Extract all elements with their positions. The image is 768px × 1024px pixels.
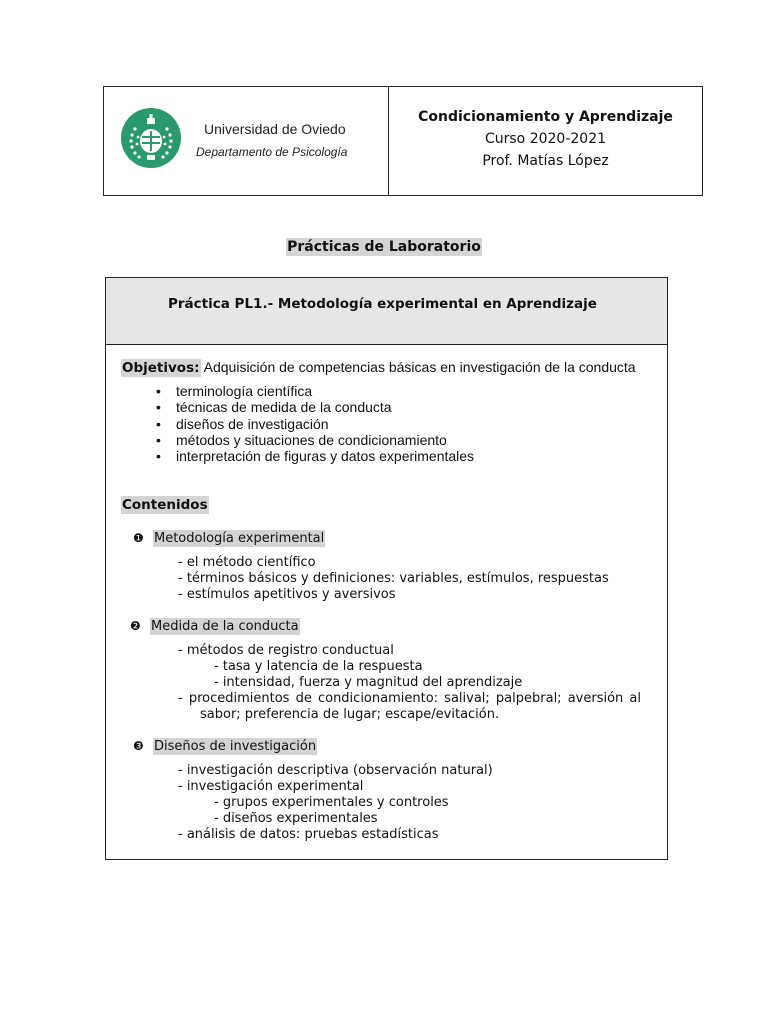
list-item: - investigación descriptiva (observación natural) [178,763,493,778]
list-item: - grupos experimentales y controles [214,795,449,810]
professor-name: Prof. Matías López [482,153,609,169]
number-3-icon: ❸ [133,739,144,753]
list-item: - términos básicos y definiciones: variables, estímulos, respuestas [178,571,609,586]
list-item: • técnicas de medida de la conducta [156,399,474,415]
section-title-1: Metodología experimental [154,531,325,546]
list-item: - intensidad, fuerza y magnitud del aprendizaje [214,675,523,690]
header-box [103,86,703,196]
objectives-text: Adquisición de competencias básicas en investigación de la conducta [203,359,636,375]
course-year: Curso 2020-2021 [484,131,607,147]
course-panel [389,87,702,195]
contents-heading [121,497,209,513]
list-item: - métodos de registro conductual [178,643,394,658]
list-item: - tasa y latencia de la respuesta [214,659,423,674]
section-title-text: Prácticas de Laboratorio [287,239,481,255]
section-title [0,239,768,255]
objectives-list [156,383,474,464]
practice-title: Práctica PL1.- Metodología experimental en Aprendizaje [106,278,667,345]
university-seal-icon [120,107,182,169]
section-title-2: Medida de la conducta [151,619,299,634]
section-heading-3 [133,739,317,754]
list-item: - diseños experimentales [214,811,378,826]
objectives-label: Objetivos: [122,360,200,376]
objectives-line [121,359,636,376]
list-item: • terminología científica [156,383,474,399]
section-title-3: Diseños de investigación [154,739,317,754]
list-item: - el método científico [178,555,316,570]
list-item: - estímulos apetitivos y aversivos [178,587,396,602]
paragraph-line: - procedimientos de condicionamiento: salival; palpebral; aversión al [178,691,641,706]
course-title: Condicionamiento y Aprendizaje [418,109,673,125]
number-1-icon: ❶ [133,531,144,545]
university-name: Universidad de Oviedo [204,121,346,137]
practice-box [105,277,668,860]
list-item: - análisis de datos: pruebas estadísticas [178,827,439,842]
procedures-paragraph [178,691,641,723]
university-panel [104,87,389,195]
section-heading-2 [130,619,300,634]
list-item: • interpretación de figuras y datos experimentales [156,448,474,464]
section-heading-1 [133,531,325,546]
list-item: • diseños de investigación [156,416,474,432]
list-item: - investigación experimental [178,779,364,794]
department-name: Departamento de Psicología [196,145,348,159]
contents-label: Contenidos [122,497,208,513]
number-2-icon: ❷ [130,619,141,633]
list-item: • métodos y situaciones de condicionamiento [156,432,474,448]
paragraph-line: sabor; preferencia de lugar; escape/evitación. [200,707,500,722]
